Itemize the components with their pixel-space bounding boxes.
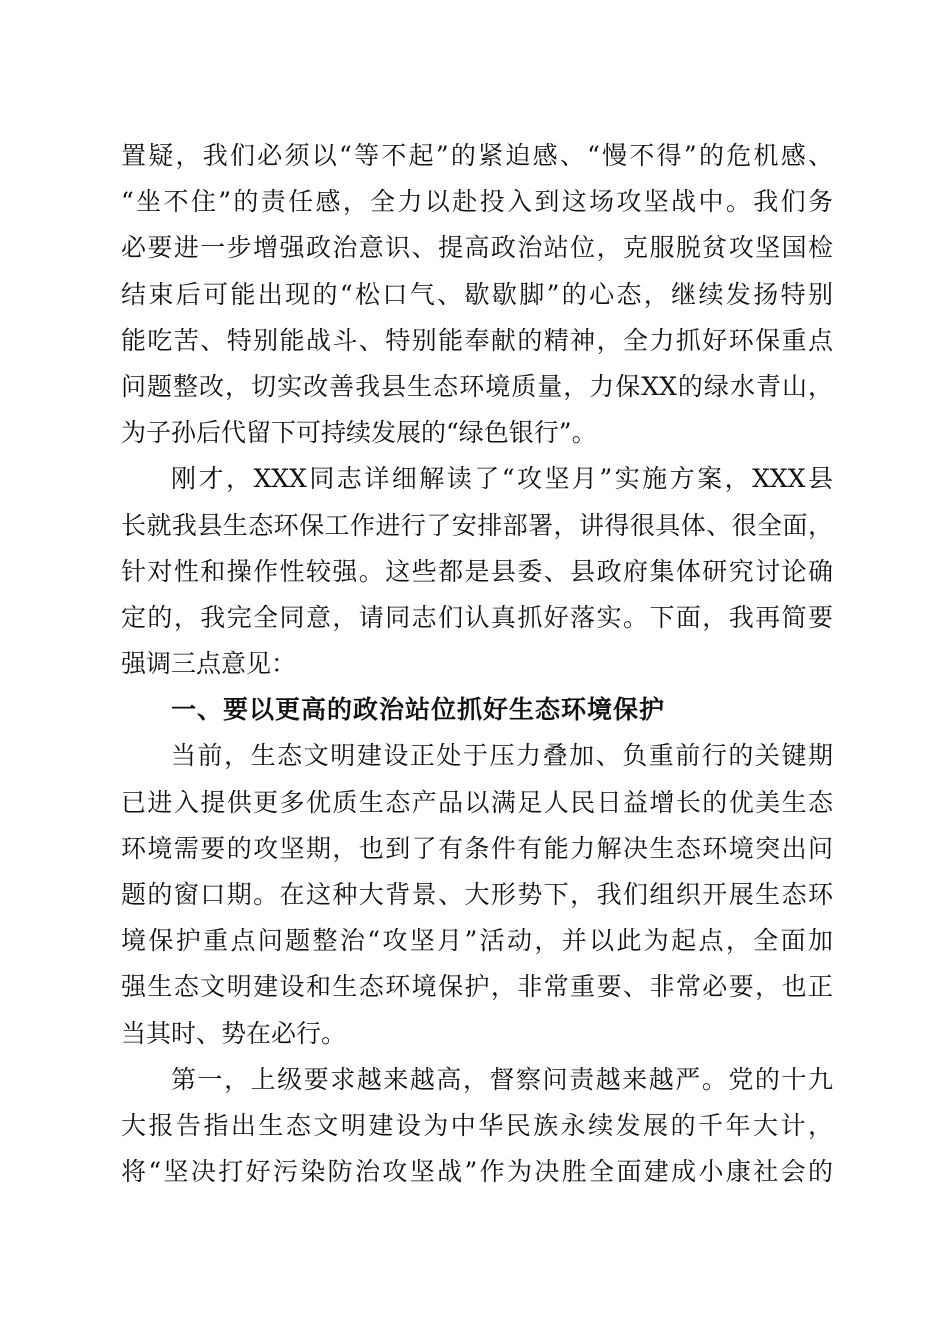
paragraph-line: 将“坚决打好污染防治攻坚战”作为决胜全面建成小康社会的 (121, 1157, 833, 1187)
paragraph-line: 境保护重点问题整治“攻坚月”活动，并以此为起点，全面加 (121, 926, 833, 956)
paragraph-line: 强调三点意见： (121, 649, 297, 679)
paragraph-4 (121, 1057, 833, 1196)
paragraph-1 (121, 133, 833, 456)
paragraph-line: 能吃苦、特别能战斗、特别能奉献的精神，全力抓好环保重点 (121, 325, 833, 355)
paragraph-line: 第一，上级要求越来越高，督察问责越来越严。党的十九 (171, 1064, 833, 1094)
paragraph-line: 题的窗口期。在这种大背景、大形势下，我们组织开展生态环 (121, 880, 833, 909)
paragraph-line: 针对性和操作性较强。这些都是县委、县政府集体研究讨论确 (121, 556, 833, 586)
paragraph-line: 长就我县生态环保工作进行了安排部署，讲得很具体、很全面， (121, 510, 833, 540)
paragraph-line: 必要进一步增强政治意识、提高政治站位，克服脱贫攻坚国检 (121, 233, 833, 263)
paragraph-line: 结束后可能出现的“松口气、歇歇脚”的心态，继续发扬特别 (121, 279, 833, 309)
paragraph-line: 定的，我完全同意，请同志们认真抓好落实。下面，我再简要 (121, 602, 833, 632)
paragraph-line: 为子孙后代留下可持续发展的“绿色银行”。 (121, 418, 597, 448)
paragraph-line: 已进入提供更多优质生态产品以满足人民日益增长的优美生态 (121, 787, 833, 817)
section-heading: 一、要以更高的政治站位抓好生态环境保护 (171, 695, 666, 725)
paragraph-line: “坐不住”的责任感，全力以赴投入到这场攻坚战中。我们务 (121, 187, 833, 217)
paragraph-line: 刚才，XXX同志详细解读了“攻坚月”实施方案，XXX县 (171, 464, 833, 494)
paragraph-line: 置疑，我们必须以“等不起”的紧迫感、“慢不得”的危机感、 (121, 141, 833, 170)
paragraph-2 (121, 456, 833, 687)
paragraph-line: 环境需要的攻坚期，也到了有条件有能力解决生态环境突出问 (121, 833, 833, 863)
paragraph-line: 当其时、势在必行。 (121, 1018, 347, 1048)
document-body (121, 133, 833, 1195)
paragraph-3 (121, 733, 833, 1056)
paragraph-line: 大报告指出生态文明建设为中华民族永续发展的千年大计， (121, 1110, 833, 1140)
paragraph-line: 强生态文明建设和生态环境保护，非常重要、非常必要，也正 (121, 972, 833, 1002)
paragraph-line: 问题整改，切实改善我县生态环境质量，力保XX的绿水青山， (121, 371, 833, 401)
paragraph-line: 当前，生态文明建设正处于压力叠加、负重前行的关键期 (171, 741, 833, 771)
